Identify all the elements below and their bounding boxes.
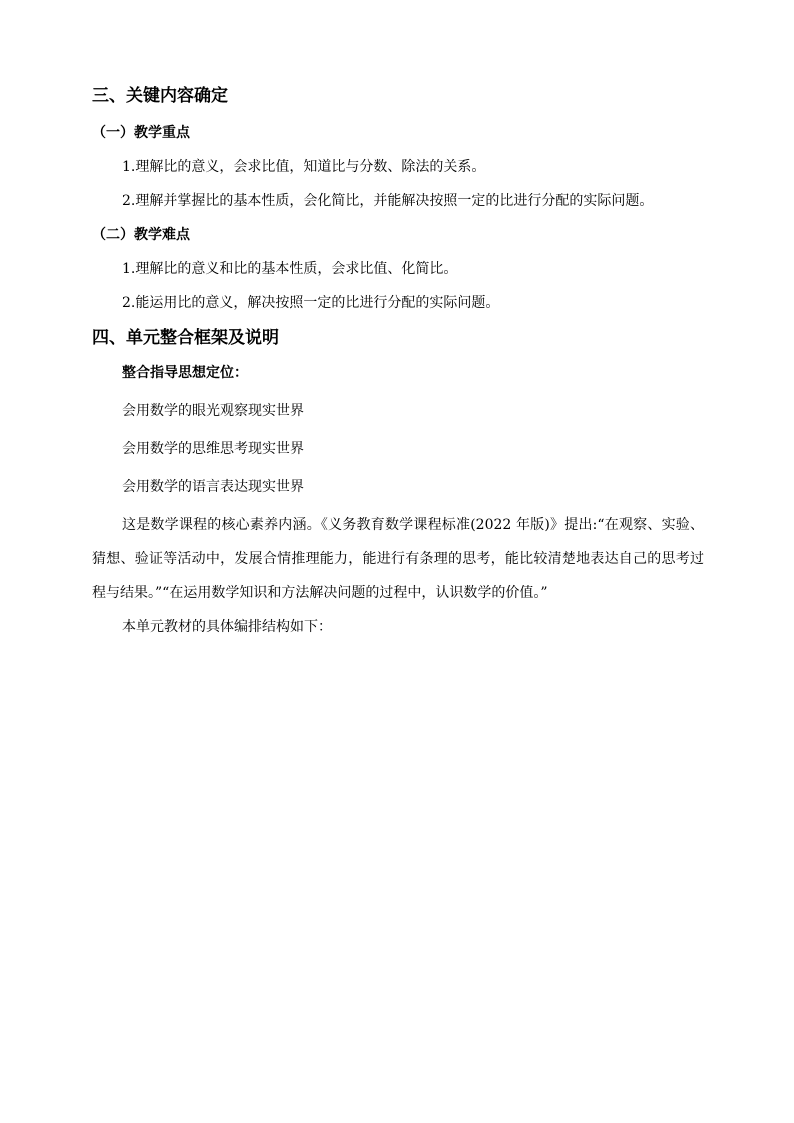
guide-line-3: 会用数学的语言表达现实世界 [122,479,304,495]
difficult-point-item-1: 1.理解比的意义和比的基本性质，会求比值、化简比。 [122,261,458,277]
guide-line-2: 会用数学的思维思考现实世界 [122,441,304,457]
section-3-heading: 三、关键内容确定 [92,86,228,106]
section-4-heading: 四、单元整合框架及说明 [92,328,279,348]
guide-line-1: 会用数学的眼光观察现实世界 [122,403,304,419]
key-point-item-1: 1.理解比的意义，会求比值，知道比与分数、除法的关系。 [122,159,486,175]
key-points-heading: （一）教学重点 [92,125,190,141]
key-point-item-2: 2.理解并掌握比的基本性质，会化简比，并能解决按照一定的比进行分配的实际问题。 [122,193,654,209]
document-body [92,84,704,644]
difficult-point-item-2: 2.能运用比的意义，解决按照一定的比进行分配的实际问题。 [122,295,500,311]
curriculum-paragraph: 这是数学课程的核心素养内涵。《义务教育数学课程标准(2022 年版)》提出:“在观察、实验、猜想、验证等活动中，发展合情推理能力，能进行有条理的思考，能比较清楚地表达自己的思考过程与结果。”“在运用数学知识和方法解决问题的过程中，认识数学的价值。” [92,517,704,601]
closing-line: 本单元教材的具体编排结构如下： [122,619,332,635]
guide-label: 整合指导思想定位： [122,365,248,381]
difficult-points-heading: （二）教学难点 [92,227,190,243]
